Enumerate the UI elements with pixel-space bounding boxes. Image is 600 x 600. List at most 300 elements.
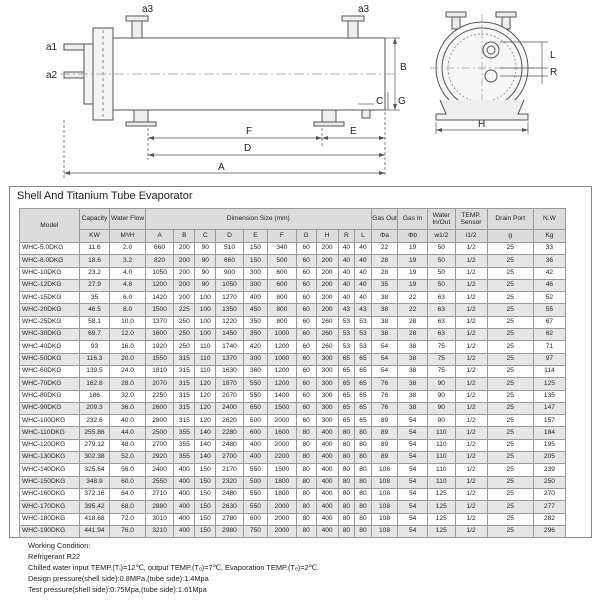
unit-header: w1/2 — [428, 230, 456, 243]
value-cell: 1200 — [145, 279, 174, 291]
value-cell: 200 — [174, 243, 195, 255]
model-cell: WHC-40DKG — [20, 341, 80, 353]
value-cell: 550 — [243, 501, 267, 513]
value-cell: 80 — [338, 452, 355, 464]
value-cell: 56.0 — [110, 464, 145, 476]
label-A: A — [218, 162, 225, 173]
value-cell: 32.0 — [110, 390, 145, 402]
table-row — [20, 464, 566, 476]
value-cell: 1600 — [268, 427, 297, 439]
value-cell: 38 — [371, 292, 397, 304]
value-cell: 60 — [296, 341, 316, 353]
value-cell: 38 — [398, 365, 428, 377]
value-cell: 25 — [487, 439, 533, 451]
header-water-inout: Water In/Out — [428, 209, 456, 230]
end-view-base — [436, 100, 528, 120]
value-cell: 40 — [355, 292, 372, 304]
value-cell: 40 — [355, 279, 372, 291]
value-cell: 200 — [316, 267, 338, 279]
value-cell: 110 — [428, 427, 456, 439]
value-cell: 660 — [216, 255, 244, 267]
unit-header: F — [268, 230, 297, 243]
value-cell: 25 — [487, 243, 533, 255]
value-cell: 75 — [428, 365, 456, 377]
value-cell: 3210 — [145, 525, 174, 537]
value-cell: 2700 — [145, 439, 174, 451]
value-cell: 2400 — [216, 402, 244, 414]
value-cell: 69.7 — [79, 329, 110, 341]
value-cell: 35 — [79, 292, 110, 304]
value-cell: 140 — [195, 439, 216, 451]
value-cell: 550 — [243, 464, 267, 476]
value-cell: 300 — [243, 267, 267, 279]
value-cell: 90 — [195, 279, 216, 291]
label-B: B — [400, 62, 407, 73]
value-cell: 550 — [243, 378, 267, 390]
value-cell: 54 — [398, 452, 428, 464]
value-cell: 23.2 — [79, 267, 110, 279]
value-cell: 400 — [174, 513, 195, 525]
value-cell: 75 — [428, 341, 456, 353]
value-cell: 184 — [533, 427, 565, 439]
value-cell: 90 — [428, 390, 456, 402]
table-row — [20, 365, 566, 377]
value-cell: 450 — [243, 304, 267, 316]
value-cell: 125 — [428, 501, 456, 513]
value-cell: 71 — [533, 341, 565, 353]
value-cell: 12.0 — [110, 329, 145, 341]
value-cell: 150 — [195, 525, 216, 537]
value-cell: 80 — [355, 464, 372, 476]
unit-header: i1/2 — [455, 230, 487, 243]
value-cell: 2000 — [268, 513, 297, 525]
value-cell: 3010 — [145, 513, 174, 525]
value-cell: 1870 — [216, 378, 244, 390]
value-cell: 40 — [338, 243, 355, 255]
value-cell: 38 — [371, 316, 397, 328]
value-cell: 80 — [355, 427, 372, 439]
value-cell: 60 — [296, 292, 316, 304]
model-cell: WHC-120DKG — [20, 439, 80, 451]
label-R: R — [550, 67, 558, 78]
value-cell: 16.0 — [110, 341, 145, 353]
unit-header: R — [338, 230, 355, 243]
note-line: Test pressure(shell side):0.75Mpa,(tube side):1.61Mpa — [28, 585, 207, 594]
value-cell: 60 — [296, 255, 316, 267]
value-cell: 550 — [243, 390, 267, 402]
value-cell: 90 — [195, 243, 216, 255]
value-cell: 80 — [338, 501, 355, 513]
value-cell: 1/2 — [455, 390, 487, 402]
value-cell: 500 — [243, 476, 267, 488]
value-cell: 25 — [487, 292, 533, 304]
value-cell: 2250 — [145, 390, 174, 402]
value-cell: 4.0 — [110, 267, 145, 279]
header-drain-port: Drain Port — [487, 209, 533, 230]
value-cell: 1/2 — [455, 304, 487, 316]
value-cell: 400 — [316, 464, 338, 476]
value-cell: 510 — [216, 243, 244, 255]
value-cell: 1270 — [216, 292, 244, 304]
table-row — [20, 353, 566, 365]
value-cell: 200 — [316, 255, 338, 267]
value-cell: 150 — [195, 488, 216, 500]
value-cell: 1/2 — [455, 316, 487, 328]
value-cell: 80 — [296, 464, 316, 476]
value-cell: 60.0 — [110, 476, 145, 488]
value-cell: 110 — [195, 365, 216, 377]
value-cell: 1800 — [268, 476, 297, 488]
value-cell: 11.6 — [79, 243, 110, 255]
value-cell: 108 — [371, 476, 397, 488]
value-cell: 25 — [487, 452, 533, 464]
value-cell: 22 — [398, 304, 428, 316]
value-cell: 1/2 — [455, 243, 487, 255]
value-cell: 250 — [174, 341, 195, 353]
value-cell: 48.0 — [110, 439, 145, 451]
model-cell: WHC-110DKG — [20, 427, 80, 439]
value-cell: 800 — [268, 316, 297, 328]
value-cell: 300 — [316, 390, 338, 402]
value-cell: 420 — [243, 341, 267, 353]
header-capacity: Capacity — [79, 209, 110, 230]
value-cell: 1/2 — [455, 488, 487, 500]
value-cell: 80 — [296, 439, 316, 451]
value-cell: 65 — [338, 365, 355, 377]
value-cell: 89 — [371, 452, 397, 464]
value-cell: 1/2 — [455, 464, 487, 476]
table-row — [20, 488, 566, 500]
value-cell: 150 — [243, 255, 267, 267]
value-cell: 35 — [371, 279, 397, 291]
value-cell: 89 — [371, 427, 397, 439]
support-right — [322, 110, 336, 122]
value-cell: 60 — [296, 390, 316, 402]
value-cell: 90 — [428, 402, 456, 414]
table-row — [20, 402, 566, 414]
value-cell: 315 — [174, 415, 195, 427]
nozzle-a3-right — [348, 20, 358, 38]
value-cell: 232.6 — [79, 415, 110, 427]
value-cell: 100 — [195, 292, 216, 304]
value-cell: 1550 — [145, 353, 174, 365]
table-row — [20, 452, 566, 464]
value-cell: 55 — [533, 304, 565, 316]
value-cell: 1740 — [216, 341, 244, 353]
label-a2: a2 — [46, 70, 58, 81]
value-cell: 2500 — [145, 427, 174, 439]
value-cell: 325.64 — [79, 464, 110, 476]
value-cell: 150 — [195, 501, 216, 513]
value-cell: 54 — [398, 488, 428, 500]
unit-header: g — [487, 230, 533, 243]
value-cell: 52 — [533, 292, 565, 304]
value-cell: 25 — [487, 488, 533, 500]
value-cell: 80 — [355, 488, 372, 500]
value-cell: 2920 — [145, 452, 174, 464]
value-cell: 400 — [316, 513, 338, 525]
note-line: Chilled water input TEMP.(Tᵢ)=12℃, output TEMP.(Tₒ)=7℃, Evaporation TEMP.(Tₑ)=2℃. — [28, 563, 320, 572]
value-cell: 58.1 — [79, 316, 110, 328]
value-cell: 27.9 — [79, 279, 110, 291]
value-cell: 25 — [487, 476, 533, 488]
model-cell: WHC-160DKG — [20, 488, 80, 500]
value-cell: 80 — [355, 439, 372, 451]
value-cell: 63 — [428, 316, 456, 328]
value-cell: 400 — [243, 292, 267, 304]
connector-a1 — [64, 44, 84, 50]
value-cell: 125 — [428, 513, 456, 525]
table-row — [20, 279, 566, 291]
value-cell: 53 — [338, 341, 355, 353]
value-cell: 355 — [174, 452, 195, 464]
value-cell: 25 — [487, 501, 533, 513]
value-cell: 140 — [195, 427, 216, 439]
value-cell: 1800 — [268, 488, 297, 500]
value-cell: 1200 — [268, 341, 297, 353]
value-cell: 80 — [296, 427, 316, 439]
table-row — [20, 390, 566, 402]
value-cell: 660 — [145, 243, 174, 255]
value-cell: 1/2 — [455, 452, 487, 464]
value-cell: 25 — [487, 415, 533, 427]
value-cell: 25 — [487, 427, 533, 439]
value-cell: 441.94 — [79, 525, 110, 537]
value-cell: 53 — [338, 329, 355, 341]
value-cell: 1050 — [145, 267, 174, 279]
value-cell: 250 — [533, 476, 565, 488]
value-cell: 25 — [487, 402, 533, 414]
value-cell: 100 — [195, 316, 216, 328]
value-cell: 200 — [316, 292, 338, 304]
value-cell: 1/2 — [455, 267, 487, 279]
value-cell: 60 — [296, 353, 316, 365]
support-left — [134, 110, 148, 122]
value-cell: 108 — [371, 513, 397, 525]
value-cell: 25 — [487, 365, 533, 377]
value-cell: 355 — [174, 439, 195, 451]
value-cell: 400 — [243, 452, 267, 464]
value-cell: 360 — [243, 365, 267, 377]
value-cell: 89 — [371, 415, 397, 427]
value-cell: 80 — [296, 476, 316, 488]
model-cell: WHC-25DKG — [20, 316, 80, 328]
value-cell: 108 — [371, 501, 397, 513]
value-cell: 1600 — [145, 329, 174, 341]
value-cell: 250 — [174, 316, 195, 328]
value-cell: 40.0 — [110, 415, 145, 427]
model-cell: WHC-60DKG — [20, 365, 80, 377]
value-cell: 600 — [268, 267, 297, 279]
note-line: Working Condition: — [28, 541, 91, 550]
value-cell: 76 — [371, 402, 397, 414]
value-cell: 200 — [316, 243, 338, 255]
value-cell: 205 — [533, 452, 565, 464]
value-cell: 2200 — [268, 452, 297, 464]
value-cell: 350 — [243, 329, 267, 341]
value-cell: 62 — [533, 329, 565, 341]
value-cell: 90 — [195, 255, 216, 267]
table-row — [20, 501, 566, 513]
value-cell: 65 — [338, 353, 355, 365]
value-cell: 2400 — [145, 464, 174, 476]
value-cell: 200 — [174, 267, 195, 279]
value-cell: 1/2 — [455, 439, 487, 451]
value-cell: 2000 — [268, 439, 297, 451]
value-cell: 650 — [243, 402, 267, 414]
value-cell: 80 — [338, 488, 355, 500]
value-cell: 25 — [487, 316, 533, 328]
value-cell: 400 — [174, 525, 195, 537]
value-cell: 2.0 — [110, 243, 145, 255]
value-cell: 209.3 — [79, 402, 110, 414]
value-cell: 1/2 — [455, 476, 487, 488]
model-cell: WHC-20DKG — [20, 304, 80, 316]
value-cell: 54 — [398, 525, 428, 537]
value-cell: 395.42 — [79, 501, 110, 513]
value-cell: 25 — [487, 390, 533, 402]
value-cell: 225 — [174, 304, 195, 316]
value-cell: 108 — [371, 488, 397, 500]
value-cell: 6.0 — [110, 292, 145, 304]
value-cell: 65 — [338, 415, 355, 427]
model-cell: WHC-5.0DKG — [20, 243, 80, 255]
value-cell: 90 — [428, 415, 456, 427]
value-cell: 2880 — [145, 501, 174, 513]
value-cell: 150 — [243, 243, 267, 255]
value-cell: 54 — [398, 464, 428, 476]
value-cell: 110 — [428, 439, 456, 451]
value-cell: 80 — [296, 452, 316, 464]
value-cell: 28.0 — [110, 378, 145, 390]
value-cell: 300 — [316, 378, 338, 390]
value-cell: 900 — [216, 267, 244, 279]
value-cell: 120 — [195, 378, 216, 390]
value-cell: 24.0 — [110, 365, 145, 377]
value-cell: 97 — [533, 353, 565, 365]
table-row — [20, 341, 566, 353]
value-cell: 1/2 — [455, 415, 487, 427]
value-cell: 38 — [398, 402, 428, 414]
value-cell: 1810 — [145, 365, 174, 377]
value-cell: 340 — [268, 243, 297, 255]
value-cell: 60 — [296, 329, 316, 341]
label-G: G — [398, 96, 406, 107]
value-cell: 110 — [195, 341, 216, 353]
value-cell: 40 — [355, 267, 372, 279]
value-cell: 550 — [243, 488, 267, 500]
value-cell: 150 — [195, 476, 216, 488]
value-cell: 1/2 — [455, 353, 487, 365]
value-cell: 25 — [487, 279, 533, 291]
value-cell: 500 — [243, 415, 267, 427]
value-cell: 350 — [243, 316, 267, 328]
value-cell: 1500 — [268, 402, 297, 414]
value-cell: 90 — [195, 267, 216, 279]
value-cell: 46 — [533, 279, 565, 291]
value-cell: 200 — [316, 304, 338, 316]
value-cell: 418.68 — [79, 513, 110, 525]
model-cell: WHC-180DKG — [20, 513, 80, 525]
end-view-nozzle-left — [446, 12, 466, 17]
value-cell: 1500 — [145, 304, 174, 316]
unit-header: H — [316, 230, 338, 243]
value-cell: 25 — [487, 267, 533, 279]
value-cell: 18.6 — [79, 255, 110, 267]
value-cell: 43 — [338, 304, 355, 316]
unit-header: M³/H — [110, 230, 145, 243]
value-cell: 1/2 — [455, 501, 487, 513]
value-cell: 54 — [398, 427, 428, 439]
value-cell: 2480 — [216, 439, 244, 451]
header-gas-out: Gas Out — [371, 209, 397, 230]
model-cell: WHC-10DKG — [20, 267, 80, 279]
value-cell: 80 — [338, 439, 355, 451]
value-cell: 2710 — [145, 488, 174, 500]
value-cell: 400 — [316, 476, 338, 488]
end-view-nozzle-right — [496, 12, 516, 17]
value-cell: 65 — [355, 390, 372, 402]
value-cell: 38 — [398, 353, 428, 365]
model-cell: WHC-130DKG — [20, 452, 80, 464]
value-cell: 80 — [338, 464, 355, 476]
value-cell: 25 — [487, 341, 533, 353]
value-cell: 2320 — [216, 476, 244, 488]
value-cell: 80 — [355, 525, 372, 537]
value-cell: 300 — [316, 402, 338, 414]
value-cell: 60 — [296, 415, 316, 427]
model-cell: WHC-190DKG — [20, 525, 80, 537]
value-cell: 750 — [243, 525, 267, 537]
value-cell: 1/2 — [455, 329, 487, 341]
value-cell: 8.0 — [110, 304, 145, 316]
model-cell: WHC-50DKG — [20, 353, 80, 365]
value-cell: 110 — [428, 452, 456, 464]
value-cell: 116.3 — [79, 353, 110, 365]
value-cell: 36 — [533, 255, 565, 267]
value-cell: 100 — [195, 329, 216, 341]
value-cell: 19 — [398, 279, 428, 291]
value-cell: 1450 — [216, 329, 244, 341]
value-cell: 80 — [355, 452, 372, 464]
value-cell: 400 — [174, 476, 195, 488]
value-cell: 25 — [487, 378, 533, 390]
value-cell: 200 — [174, 255, 195, 267]
value-cell: 60 — [296, 402, 316, 414]
value-cell: 1/2 — [455, 292, 487, 304]
label-L: L — [550, 50, 556, 61]
unit-header: B — [174, 230, 195, 243]
value-cell: 42 — [533, 267, 565, 279]
value-cell: 65 — [355, 402, 372, 414]
value-cell: 1420 — [145, 292, 174, 304]
unit-header: L — [355, 230, 372, 243]
value-cell: 125 — [428, 488, 456, 500]
table-row — [20, 304, 566, 316]
model-cell: WHC-170DKG — [20, 501, 80, 513]
value-cell: 43 — [355, 304, 372, 316]
value-cell: 195 — [533, 439, 565, 451]
value-cell: 315 — [174, 365, 195, 377]
value-cell: 315 — [174, 353, 195, 365]
value-cell: 260 — [316, 329, 338, 341]
value-cell: 1350 — [216, 304, 244, 316]
value-cell: 315 — [174, 378, 195, 390]
value-cell: 270 — [533, 488, 565, 500]
value-cell: 2000 — [268, 501, 297, 513]
value-cell: 2480 — [216, 488, 244, 500]
value-cell: 279.12 — [79, 439, 110, 451]
